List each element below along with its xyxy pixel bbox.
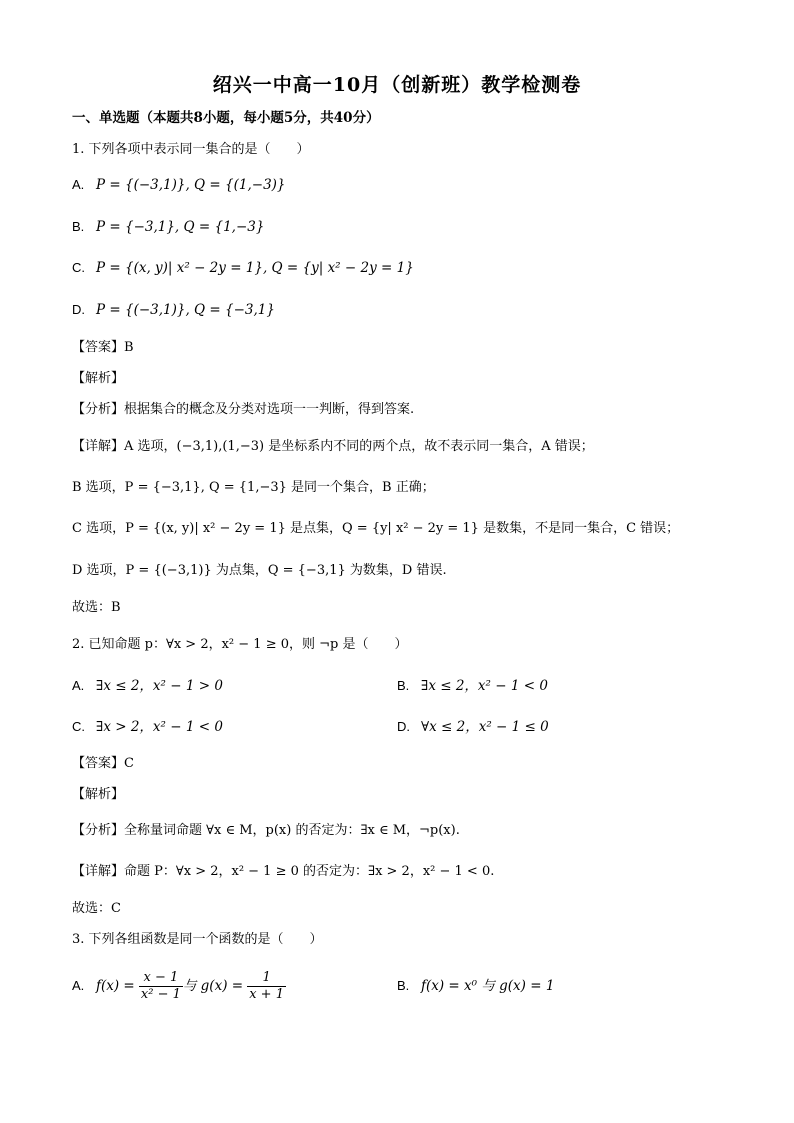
- option-label: A.: [72, 177, 85, 192]
- q2-choice: 故选：C: [72, 901, 121, 916]
- q2-detail: 【详解】命题 P：∀x > 2，x² − 1 ≥ 0 的否定为：∃x > 2，x² − 1 < 0.: [72, 864, 495, 879]
- option-label: C.: [72, 719, 85, 734]
- option-label: B.: [72, 219, 85, 234]
- option-text: f(x) = x⁰ 与 g(x) = 1: [421, 978, 555, 994]
- q2-analysis: 【分析】全称量词命题 ∀x ∈ M，p(x) 的否定为：∃x ∈ M，¬p(x).: [72, 823, 460, 838]
- q3-option-a: [72, 966, 286, 1007]
- option-label: C.: [72, 260, 85, 275]
- fraction-denominator: x² − 1: [140, 987, 181, 1002]
- q2-option-d: [397, 717, 549, 738]
- q2-option-a: [72, 676, 223, 697]
- option-label: B.: [397, 678, 410, 693]
- option-text: ∃x ≤ 2，x² − 1 > 0: [96, 678, 223, 694]
- option-text: ∃x ≤ 2，x² − 1 < 0: [421, 678, 548, 694]
- option-mid: 与 g(x) =: [182, 978, 244, 994]
- option-text: P = {(−3,1)}, Q = {−3,1}: [96, 302, 275, 318]
- q1-choice: 故选：B: [72, 600, 121, 615]
- option-label: A.: [72, 978, 85, 993]
- option-text: ∃x > 2，x² − 1 < 0: [96, 719, 223, 735]
- q2-option-c: [72, 717, 223, 738]
- q1-detail-b: B 选项，P = {−3,1}, Q = {1,−3} 是同一个集合，B 正确；: [72, 480, 435, 495]
- q1-detail-d: D 选项，P = {(−3,1)} 为点集，Q = {−3,1} 为数集，D 错误.: [72, 563, 447, 578]
- option-text: ∀x ≤ 2，x² − 1 ≤ 0: [421, 719, 549, 735]
- fraction-1: [139, 970, 183, 1003]
- option-label: D.: [397, 719, 410, 734]
- option-text: P = {(−3,1)}, Q = {(1,−3)}: [96, 177, 286, 193]
- q1-answer: 【答案】B: [72, 340, 134, 355]
- q1-option-d: [72, 300, 275, 321]
- q1-analysis: 【分析】根据集合的概念及分类对选项一一判断，得到答案.: [72, 402, 415, 417]
- option-label: D.: [72, 302, 85, 317]
- page-title: 绍兴一中高一10月（创新班）教学检测卷: [212, 74, 582, 96]
- q2-answer: 【答案】C: [72, 756, 134, 771]
- q3-stem: 3. 下列各组函数是同一个函数的是（ ）: [72, 932, 323, 947]
- q2-analysis-head: 【解析】: [72, 787, 125, 802]
- q1-option-b: [72, 217, 264, 238]
- q3-option-b: [397, 976, 554, 997]
- section-heading: 一、单选题（本题共8小题，每小题5分，共40分）: [72, 110, 380, 126]
- q1-detail-c: C 选项，P = {(x, y)| x² − 2y = 1} 是点集，Q = {y| x² − 2y = 1} 是数集，不是同一集合，C 错误；: [72, 521, 680, 536]
- q1-analysis-head: 【解析】: [72, 371, 125, 386]
- q1-option-c: [72, 258, 414, 279]
- q1-stem: 1. 下列各项中表示同一集合的是（ ）: [72, 142, 310, 157]
- fraction-denominator: x + 1: [249, 987, 284, 1002]
- q2-stem: 2. 已知命题 p：∀x > 2，x² − 1 ≥ 0，则 ¬p 是（ ）: [72, 637, 408, 652]
- fraction-2: [247, 970, 286, 1003]
- q1-option-a: [72, 175, 286, 196]
- fraction-numerator: 1: [247, 970, 286, 987]
- q1-detail-a: 【详解】A 选项，(−3,1),(1,−3) 是坐标系内不同的两个点，故不表示同一集合，A 错误；: [72, 439, 594, 454]
- option-label: A.: [72, 678, 85, 693]
- option-text: P = {−3,1}, Q = {1,−3}: [96, 219, 265, 235]
- q2-option-b: [397, 676, 548, 697]
- option-text: P = {(x, y)| x² − 2y = 1}, Q = {y| x² − 2y = 1}: [96, 260, 414, 276]
- option-label: B.: [397, 978, 410, 993]
- option-lhs: f(x) =: [96, 978, 135, 994]
- fraction-numerator: x − 1: [139, 970, 183, 987]
